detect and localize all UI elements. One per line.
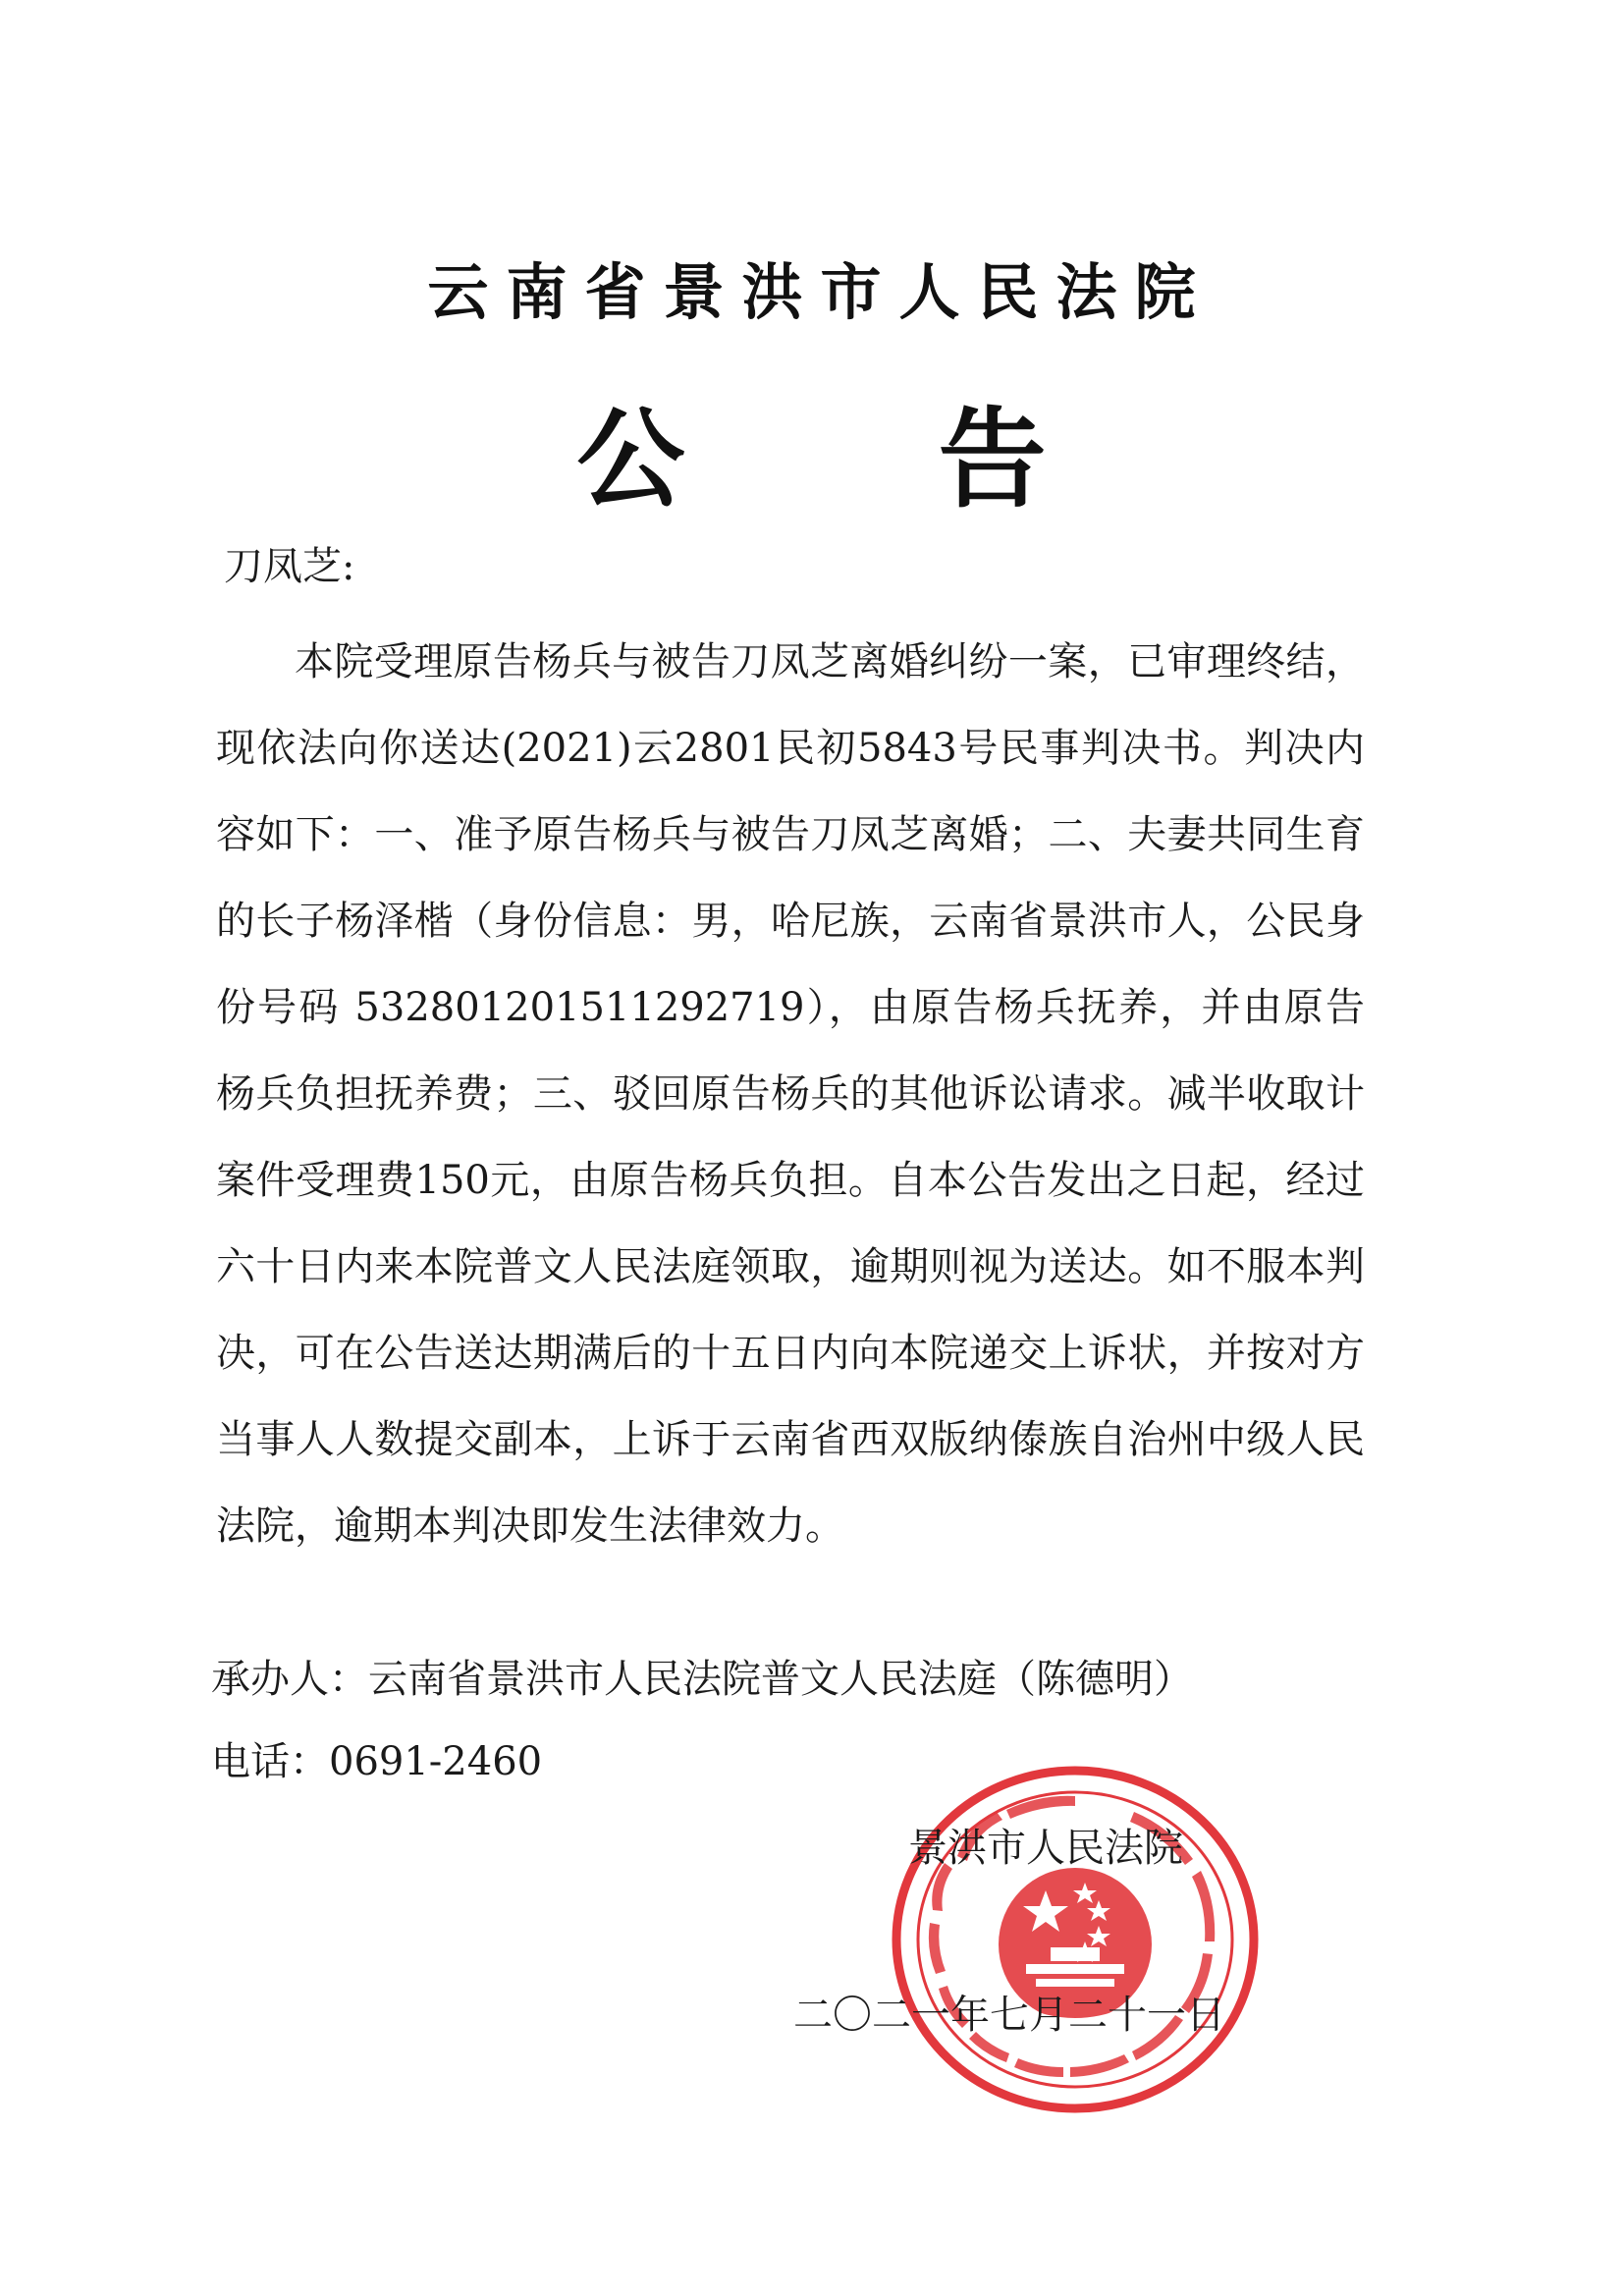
case-handler: 承办人：云南省景洪市人民法院普文人民法庭（陈德明） [211,1657,1193,1702]
contact-phone: 电话：0691-2460 [211,1739,543,1784]
signature-date: 二〇二一年七月二十一日 [793,1993,1225,2038]
signature-court: 景洪市人民法院 [908,1826,1183,1871]
notice-title: 公 告 [576,396,1155,522]
notice-body: 本院受理原告杨兵与被告刀凤芝离婚纠纷一案，已审理终结，现依法向你送达(2021)云2801民初5843号民事判决书。判决内容如下：一、准予原告杨兵与被告刀凤芝离婚；二、夫妻共同生育的长子杨泽楷（身份信息：男，哈尼族，云南省景洪市人，公民身份号码 532801201511292719），由原告杨兵抚养，并由原告杨兵负担抚养费；三、驳回原告杨兵的其他诉讼请求。减半收取计案件受理费150元，由原告杨兵负担。自本公告发出之日起，经过六十日内来本院普文人民法庭领取，逾期则视为送达。如不服本判决，可在公告送达期满后的十五日内向本院递交上诉状，并按对方当事人人数提交副本，上诉于云南省西双版纳傣族自治州中级人民法院，逾期本判决即发生法律效力。 [216,639,1365,1549]
court-seal-icon [889,1763,1262,2116]
court-name-heading: 云南省景洪市人民法院 [427,256,1214,328]
addressee: 刀凤芝: [224,544,355,589]
